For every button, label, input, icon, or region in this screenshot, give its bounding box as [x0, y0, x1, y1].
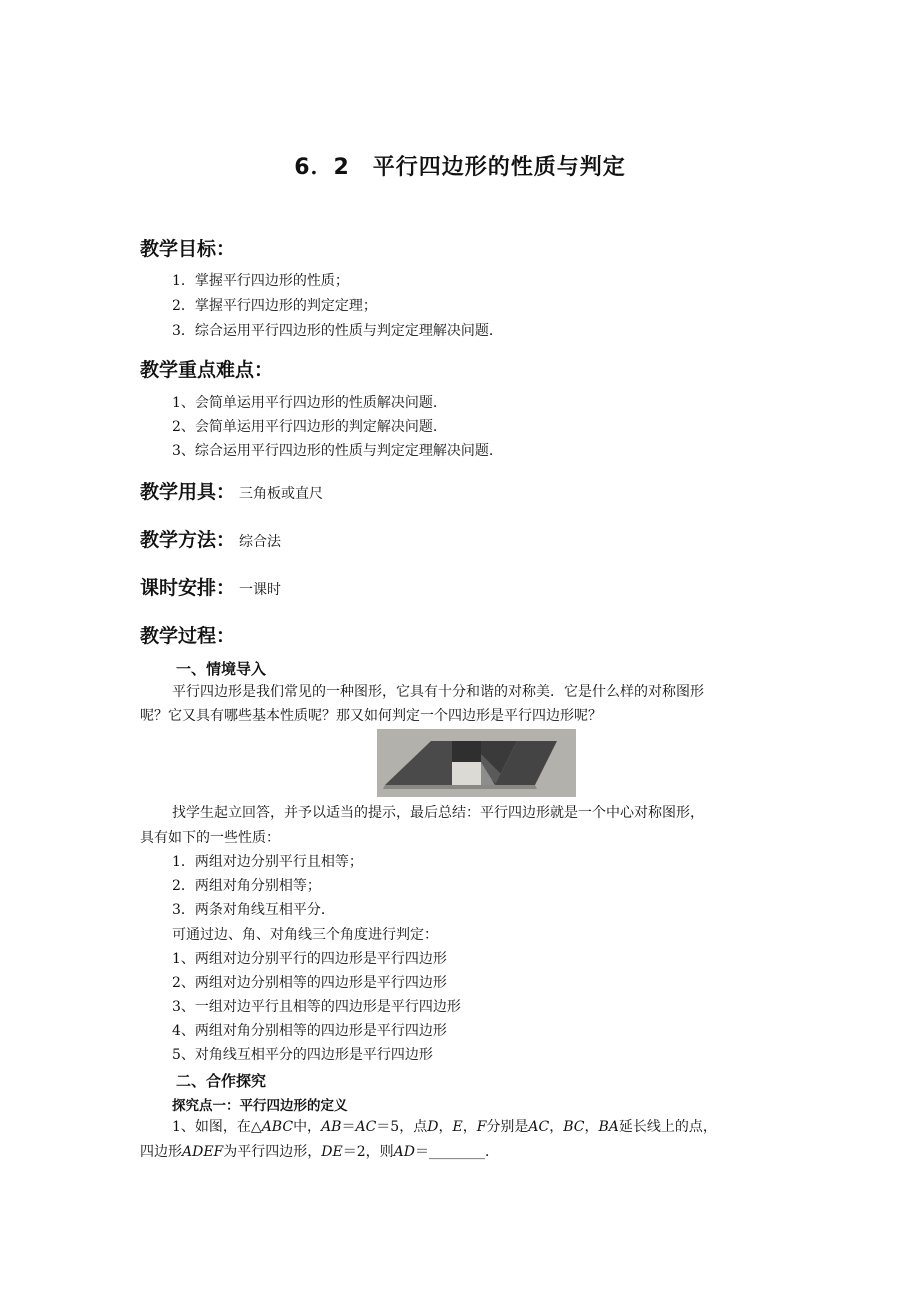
method-row: [140, 525, 281, 552]
criteria-item: 4、两组对角分别相等的四边形是平行四边形: [172, 1023, 447, 1039]
question-line: 四边形ADEF为平行四边形，DE＝2，则AD＝________．: [140, 1144, 499, 1160]
tools-value: 三角板或直尺: [239, 486, 324, 502]
page-title: 6．2 平行四边形的性质与判定: [294, 155, 626, 180]
property-item: 3．两条对角线互相平分．: [172, 902, 335, 918]
criteria-item: 3、一组对边平行且相等的四边形是平行四边形: [172, 999, 461, 1015]
method-heading: 教学方法：: [140, 529, 236, 551]
criteria-item: 2、两组对边分别相等的四边形是平行四边形: [172, 975, 447, 991]
objective-item: 1．掌握平行四边形的性质；: [172, 273, 349, 289]
summary-text: 找学生起立回答，并予以适当的提示，最后总结：平行四边形就是一个中心对称图形，: [172, 805, 704, 821]
criteria-item: 5、对角线互相平分的四边形是平行四边形: [172, 1047, 433, 1063]
property-item: 1．两组对边分别平行且相等；: [172, 854, 363, 870]
objectives-heading: 教学目标：: [140, 238, 236, 260]
method-value: 综合法: [239, 534, 282, 550]
section2-title: 二、合作探究: [176, 1072, 267, 1090]
objective-item: 2．掌握平行四边形的判定定理；: [172, 298, 377, 314]
objective-item: 3．综合运用平行四边形的性质与判定定理解决问题．: [172, 323, 503, 339]
criteria-item: 1、两组对边分别平行的四边形是平行四边形: [172, 951, 447, 967]
intro-text: 呢？它又具有哪些基本性质呢？那又如何判定一个四边形是平行四边形呢？: [140, 708, 602, 724]
parallelogram-tiles-photo: [377, 729, 576, 797]
property-item: 2．两组对角分别相等；: [172, 878, 321, 894]
explore-point-title: 探究点一：平行四边形的定义: [172, 1098, 348, 1114]
criteria-intro: 可通过边、角、对角线三个角度进行判定：: [172, 927, 438, 943]
schedule-row: [140, 573, 281, 600]
intro-text: 平行四边形是我们常见的一种图形，它具有十分和谐的对称美．它是什么样的对称图形: [172, 684, 704, 700]
section1-title: 一、情境导入: [176, 660, 267, 678]
question-line: 1、如图，在△ABC中，AB＝AC＝5，点D，E，F分别是AC，BC，BA延长线上的点，: [172, 1119, 717, 1135]
key-point-item: 1、会简单运用平行四边形的性质解决问题.: [172, 395, 438, 411]
schedule-value: 一课时: [239, 582, 282, 598]
process-heading: 教学过程：: [140, 625, 236, 647]
summary-text: 具有如下的一些性质：: [140, 830, 280, 846]
key-points-heading: 教学重点难点：: [140, 359, 274, 381]
tools-heading: 教学用具：: [140, 481, 236, 503]
tools-row: [140, 477, 323, 504]
key-point-item: 3、综合运用平行四边形的性质与判定定理解决问题.: [172, 443, 494, 459]
schedule-heading: 课时安排：: [140, 577, 236, 599]
key-point-item: 2、会简单运用平行四边形的判定解决问题.: [172, 419, 438, 435]
